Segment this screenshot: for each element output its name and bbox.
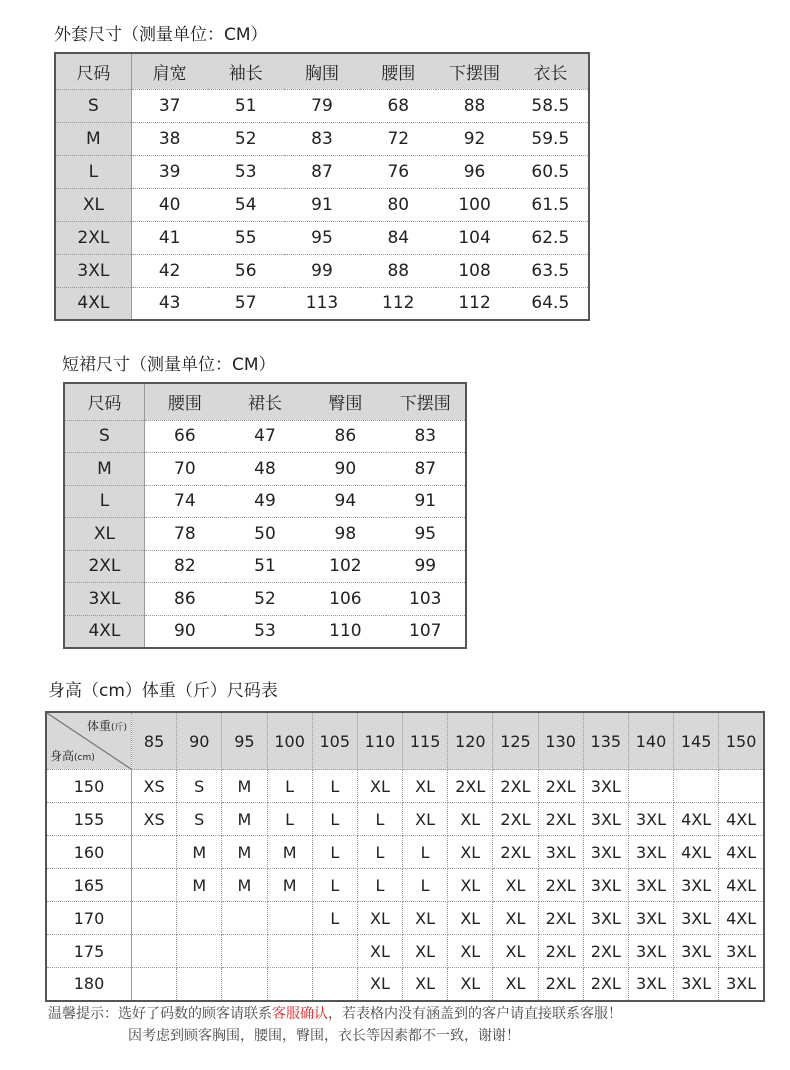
skirt-value-cell: 51 (225, 550, 305, 583)
weight-header-cell: 115 (403, 712, 448, 770)
coat-value-cell: 112 (458, 293, 491, 314)
skirt-size-label: 4XL (64, 615, 144, 648)
weight-header-cell: 140 (628, 712, 673, 770)
size-cell: 4XL (674, 803, 719, 836)
size-cell: L (267, 770, 312, 803)
size-cell: L (312, 803, 357, 836)
skirt-value-cell: 52 (225, 583, 305, 616)
coat-value-cell: 91 (284, 188, 360, 221)
skirt-value-cell: 83 (386, 420, 466, 453)
size-cell: 3XL (628, 869, 673, 902)
coat-value-cell: 39 (131, 155, 207, 188)
skirt-value-cell: 106 (305, 583, 385, 616)
coat-header-cell: 肩宽 (131, 53, 207, 89)
height-weight-title: 身高（cm）体重（斤）尺码表 (48, 681, 278, 701)
coat-value-cell: 72 (360, 122, 436, 155)
size-cell: 4XL (719, 869, 764, 902)
coat-value-cell: 88 (360, 254, 436, 287)
coat-size-title: 外套尺寸（测量单位：CM） (54, 25, 268, 45)
size-cell: XL (357, 902, 402, 935)
coat-header-row (55, 53, 589, 89)
size-cell (674, 770, 719, 803)
skirt-size-label: XL (64, 518, 144, 551)
size-cell: L (312, 836, 357, 869)
skirt-value-cell: 102 (305, 550, 385, 583)
weight-header-cell: 105 (312, 712, 357, 770)
table-row (46, 968, 764, 1001)
hw-table-body (46, 770, 764, 1001)
notice-line-2: 因考虑到顾客胸围，腰围，臀围，衣长等因素都不一致，谢谢！ (128, 1028, 520, 1044)
size-cell (312, 968, 357, 1001)
skirt-value-cell: 95 (386, 518, 466, 551)
corner-height-label: 身高(cm) (50, 749, 95, 763)
skirt-value-cell: 110 (329, 621, 362, 641)
corner-weight-label: 体重(斤) (86, 719, 127, 733)
skirt-value-cell: 48 (225, 453, 305, 486)
coat-header-cell: 腰围 (360, 53, 436, 89)
coat-value-cell: 58.5 (513, 89, 589, 122)
hw-corner-cell (46, 712, 132, 770)
skirt-value-cell: 49 (225, 485, 305, 518)
weight-header-cell: 150 (719, 712, 764, 770)
skirt-value-cell: 87 (386, 453, 466, 486)
size-cell: XL (403, 968, 448, 1001)
coat-value-cell: 80 (360, 188, 436, 221)
height-label: 155 (46, 803, 132, 836)
size-cell: XL (357, 968, 402, 1001)
size-cell: XS (132, 770, 177, 803)
size-cell: 3XL (583, 770, 628, 803)
coat-value-cell: 42 (131, 254, 207, 287)
table-row (64, 420, 466, 453)
coat-value-cell: 99 (284, 254, 360, 287)
coat-size-label: 2XL (55, 221, 131, 254)
size-cell (177, 935, 222, 968)
size-cell: XL (493, 968, 538, 1001)
coat-value-cell: 76 (360, 155, 436, 188)
coat-value-cell: 59.5 (513, 122, 589, 155)
weight-header-cell: 85 (132, 712, 177, 770)
size-cell: 3XL (583, 836, 628, 869)
coat-header-cell: 胸围 (284, 53, 360, 89)
coat-header-cell: 尺码 (55, 53, 131, 89)
size-cell: XL (493, 902, 538, 935)
coat-value-cell: 52 (208, 122, 284, 155)
size-cell: 2XL (583, 935, 628, 968)
size-cell: XL (448, 869, 493, 902)
weight-header-cell: 135 (583, 712, 628, 770)
size-cell: XL (448, 902, 493, 935)
coat-value-cell: 100 (436, 188, 512, 221)
size-cell (132, 935, 177, 968)
size-cell: 2XL (538, 902, 583, 935)
size-cell: 3XL (674, 968, 719, 1001)
coat-value-cell: 43 (158, 293, 181, 314)
size-cell: XL (448, 803, 493, 836)
skirt-value-cell: 47 (225, 420, 305, 453)
table-row (55, 122, 589, 155)
skirt-header-cell: 下摆围 (386, 383, 466, 420)
coat-header-cell: 衣长 (513, 53, 589, 89)
size-cell: 2XL (538, 803, 583, 836)
coat-value-cell: 60.5 (513, 155, 589, 188)
size-cell: XL (403, 902, 448, 935)
table-row (55, 188, 589, 221)
size-cell: 3XL (628, 935, 673, 968)
size-cell: 3XL (628, 803, 673, 836)
size-cell: 4XL (719, 803, 764, 836)
skirt-header-cell: 腰围 (144, 383, 224, 420)
coat-value-cell: 108 (436, 254, 512, 287)
size-cell: S (177, 770, 222, 803)
table-row (64, 550, 466, 583)
size-cell: XL (357, 770, 402, 803)
size-cell: M (267, 869, 312, 902)
height-label: 180 (46, 968, 132, 1001)
size-cell: L (267, 803, 312, 836)
size-cell: XS (132, 803, 177, 836)
height-label: 170 (46, 902, 132, 935)
size-cell: 3XL (583, 869, 628, 902)
size-cell (132, 869, 177, 902)
skirt-size-label: M (64, 453, 144, 486)
skirt-value-cell: 103 (386, 583, 466, 616)
table-row (55, 221, 589, 254)
size-cell: L (403, 836, 448, 869)
size-cell: 2XL (493, 836, 538, 869)
weight-header-cell: 100 (267, 712, 312, 770)
size-cell: L (312, 902, 357, 935)
skirt-value-cell: 78 (144, 518, 224, 551)
size-cell: M (177, 869, 222, 902)
table-row (46, 836, 764, 869)
size-cell: 2XL (538, 770, 583, 803)
coat-value-cell: 79 (284, 89, 360, 122)
coat-size-label: XL (55, 188, 131, 221)
coat-value-cell: 55 (208, 221, 284, 254)
coat-size-label: 4XL (55, 287, 131, 320)
table-row (46, 869, 764, 902)
size-cell: M (222, 803, 267, 836)
coat-value-cell: 53 (208, 155, 284, 188)
skirt-value-cell: 66 (144, 420, 224, 453)
coat-value-cell: 61.5 (513, 188, 589, 221)
size-cell: 3XL (628, 968, 673, 1001)
size-cell: 3XL (538, 836, 583, 869)
size-cell: L (357, 836, 402, 869)
size-cell: XL (448, 968, 493, 1001)
table-row (64, 518, 466, 551)
height-label: 175 (46, 935, 132, 968)
size-cell: L (403, 869, 448, 902)
coat-value-cell: 84 (360, 221, 436, 254)
skirt-value-cell: 86 (305, 420, 385, 453)
coat-value-cell: 92 (436, 122, 512, 155)
size-cell: M (222, 836, 267, 869)
skirt-value-cell: 86 (144, 583, 224, 616)
size-cell: 3XL (674, 902, 719, 935)
skirt-header-cell: 尺码 (64, 383, 144, 420)
size-cell: 3XL (719, 935, 764, 968)
size-cell: 2XL (538, 968, 583, 1001)
table-row (55, 155, 589, 188)
weight-header-cell: 120 (448, 712, 493, 770)
size-cell: L (312, 770, 357, 803)
coat-value-cell: 95 (284, 221, 360, 254)
skirt-value-cell: 99 (386, 550, 466, 583)
coat-value-cell: 57 (234, 293, 257, 314)
size-cell: 3XL (583, 902, 628, 935)
size-cell: XL (403, 803, 448, 836)
table-row (64, 485, 466, 518)
table-row (46, 770, 764, 803)
size-cell: 3XL (726, 974, 757, 994)
size-cell: L (357, 803, 402, 836)
notice-suffix: ，若表格内没有涵盖到的客户请直接联系客服！ (328, 1006, 622, 1022)
skirt-value-cell: 90 (305, 453, 385, 486)
height-label: 150 (46, 770, 132, 803)
size-cell: XL (403, 935, 448, 968)
size-cell: XL (448, 935, 493, 968)
size-cell (628, 770, 673, 803)
table-row (55, 287, 589, 320)
weight-header-cell: 130 (538, 712, 583, 770)
skirt-value-cell: 53 (254, 621, 276, 641)
coat-value-cell: 68 (360, 89, 436, 122)
skirt-value-cell: 50 (225, 518, 305, 551)
coat-size-label: 3XL (55, 254, 131, 287)
size-cell (132, 968, 177, 1001)
notice-highlight: 客服确认 (272, 1006, 328, 1022)
size-cell (177, 902, 222, 935)
size-cell (312, 935, 357, 968)
size-cell: 4XL (719, 902, 764, 935)
weight-header-cell: 110 (357, 712, 402, 770)
notice-prefix: 温馨提示：选好了码数的顾客请联系 (48, 1006, 272, 1022)
weight-header-cell: 95 (222, 712, 267, 770)
coat-header-cell: 下摆围 (436, 53, 512, 89)
skirt-table-body (64, 420, 466, 648)
size-cell: 2XL (493, 770, 538, 803)
weight-header-cell: 90 (177, 712, 222, 770)
weight-header-cell: 125 (493, 712, 538, 770)
skirt-header-cell: 臀围 (305, 383, 385, 420)
coat-value-cell: 40 (131, 188, 207, 221)
skirt-size-label: 2XL (64, 550, 144, 583)
coat-value-cell: 64.5 (531, 293, 570, 314)
size-cell (177, 968, 222, 1001)
size-cell: 2XL (538, 869, 583, 902)
coat-value-cell: 41 (131, 221, 207, 254)
size-cell (222, 935, 267, 968)
size-cell: 2XL (493, 803, 538, 836)
skirt-size-label: S (64, 420, 144, 453)
size-cell: 3XL (628, 836, 673, 869)
size-cell (222, 968, 267, 1001)
size-cell: 3XL (674, 935, 719, 968)
size-cell: L (357, 869, 402, 902)
coat-value-cell: 96 (436, 155, 512, 188)
size-cell: XL (403, 770, 448, 803)
skirt-value-cell: 91 (386, 485, 466, 518)
coat-size-table (54, 52, 590, 321)
table-row (64, 583, 466, 616)
coat-value-cell: 51 (208, 89, 284, 122)
size-cell: M (222, 770, 267, 803)
height-weight-table (45, 711, 765, 1002)
skirt-header-row (64, 383, 466, 420)
table-row (55, 89, 589, 122)
skirt-value-cell: 70 (144, 453, 224, 486)
table-row (64, 453, 466, 486)
coat-table-body (55, 89, 589, 320)
size-cell: 2XL (583, 968, 628, 1001)
skirt-size-title: 短裙尺寸（测量单位：CM） (62, 355, 276, 375)
table-row (55, 254, 589, 287)
skirt-value-cell: 98 (305, 518, 385, 551)
size-cell: 2XL (448, 770, 493, 803)
coat-value-cell: 113 (305, 293, 339, 314)
size-cell: XL (357, 935, 402, 968)
size-cell (132, 836, 177, 869)
coat-value-cell: 63.5 (513, 254, 589, 287)
skirt-size-table (63, 382, 467, 649)
size-cell: 4XL (719, 836, 764, 869)
table-row (64, 615, 466, 648)
coat-value-cell: 62.5 (513, 221, 589, 254)
coat-value-cell: 37 (131, 89, 207, 122)
skirt-value-cell: 107 (409, 621, 442, 641)
weight-header-cell: 145 (674, 712, 719, 770)
skirt-header-cell: 裙长 (225, 383, 305, 420)
coat-size-label: L (55, 155, 131, 188)
skirt-value-cell: 74 (144, 485, 224, 518)
size-cell: M (267, 836, 312, 869)
coat-header-cell: 袖长 (208, 53, 284, 89)
table-row (46, 935, 764, 968)
size-cell (267, 902, 312, 935)
size-cell (267, 935, 312, 968)
size-cell: XL (493, 869, 538, 902)
coat-value-cell: 54 (208, 188, 284, 221)
size-cell: 3XL (628, 902, 673, 935)
height-label: 160 (46, 836, 132, 869)
skirt-size-label: L (64, 485, 144, 518)
size-cell (222, 902, 267, 935)
size-cell (132, 902, 177, 935)
size-cell (267, 968, 312, 1001)
coat-value-cell: 112 (382, 293, 415, 314)
coat-value-cell: 56 (208, 254, 284, 287)
skirt-value-cell: 94 (305, 485, 385, 518)
size-cell: S (177, 803, 222, 836)
coat-value-cell: 83 (284, 122, 360, 155)
coat-size-label: S (55, 89, 131, 122)
size-cell: 3XL (583, 803, 628, 836)
coat-size-label: M (55, 122, 131, 155)
table-row (46, 902, 764, 935)
skirt-value-cell: 90 (174, 621, 196, 641)
notice-line-1 (48, 1003, 622, 1023)
height-label: 165 (46, 869, 132, 902)
skirt-value-cell: 82 (144, 550, 224, 583)
size-cell: 3XL (674, 869, 719, 902)
coat-value-cell: 104 (436, 221, 512, 254)
coat-value-cell: 38 (131, 122, 207, 155)
skirt-size-label: 3XL (64, 583, 144, 616)
size-cell: M (222, 869, 267, 902)
coat-value-cell: 88 (436, 89, 512, 122)
coat-value-cell: 87 (284, 155, 360, 188)
size-cell: 4XL (674, 836, 719, 869)
table-row (46, 803, 764, 836)
size-cell: 2XL (538, 935, 583, 968)
size-cell: XL (448, 836, 493, 869)
size-cell: M (177, 836, 222, 869)
size-cell: L (312, 869, 357, 902)
size-cell: XL (493, 935, 538, 968)
size-cell (719, 770, 764, 803)
hw-header-row (46, 712, 764, 770)
